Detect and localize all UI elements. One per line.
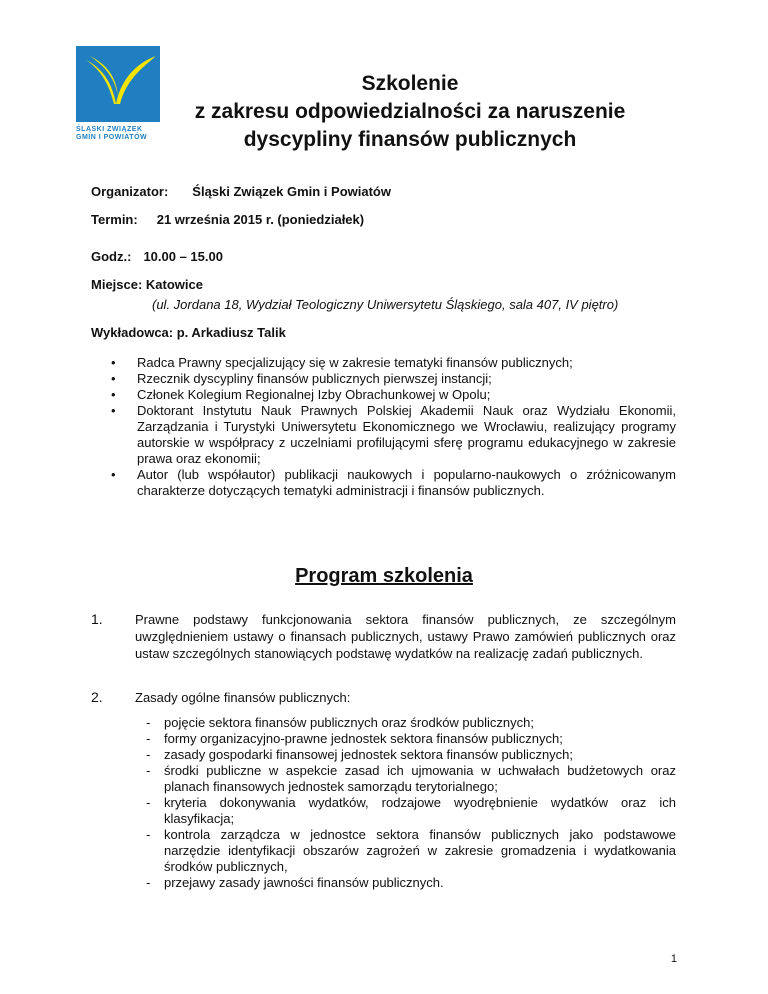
list-item: • Członek Kolegium Regionalnej Izby Obrachunkowej w Opolu; <box>111 387 491 402</box>
list-item: - formy organizacyjno-prawne jednostek sektora finansów publicznych; <box>146 731 563 746</box>
program-subitem-list <box>146 715 676 891</box>
organizer-label: Organizator: <box>91 184 169 199</box>
title-line-3: dyscypliny finansów publicznych <box>243 128 577 151</box>
dash-icon: - <box>146 875 151 890</box>
bullet-icon: • <box>111 387 116 402</box>
program-item-2 <box>91 689 676 706</box>
organizer-row <box>91 184 391 199</box>
list-item: • Radca Prawny specjalizujący się w zakresie tematyki finansów publicznych; <box>111 355 573 370</box>
item-text: Zasady ogólne finansów publicznych: <box>135 690 351 705</box>
page-title <box>190 70 630 154</box>
lecturer-row <box>91 325 286 340</box>
logo <box>76 46 160 146</box>
program-title: Program szkolenia <box>295 565 473 587</box>
hours-row <box>91 249 223 264</box>
bullet-icon: • <box>111 403 116 418</box>
date-label: Termin: <box>91 212 138 227</box>
lecturer-label: Wykładowca: p. Arkadiusz Talik <box>91 325 286 340</box>
dash-icon: - <box>146 827 151 842</box>
bullet-icon: • <box>111 467 116 482</box>
bullet-icon: • <box>111 355 116 370</box>
item-number: 1. <box>91 611 103 627</box>
bullet-icon: • <box>111 371 116 386</box>
dash-icon: - <box>146 731 151 746</box>
hours-value: 10.00 – 15.00 <box>143 249 223 264</box>
title-line-2: z zakresu odpowiedzialności za naruszenie <box>194 100 626 123</box>
item-text: Prawne podstawy funkcjonowania sektora finansów publicznych, ze szczególnym uwzględnieniem ustawy o finansach publicznych, ustawy Prawo zamówień publicznych oraz ustaw szczególnych stanowiących podstawę wydatków na realizację zadań publicznych. <box>135 612 676 661</box>
logo-line-2: GMIN I POWIATÓW <box>76 134 148 141</box>
list-item: • Doktorant Instytutu Nauk Prawnych Polskiej Akademii Nauk oraz Wydziału Ekonomii, Zarządzania i Turystyki Uniwersytetu Ekonomicznego we Wrocławiu, realizujący programy autorskie w współpracy z uczelniami profilującymi sferę programu edukacyjnego w zakresie prawa oraz ekonomii; <box>111 403 676 466</box>
bird-icon <box>76 46 160 122</box>
list-item: • Rzecznik dyscypliny finansów publicznych pierwszej instancji; <box>111 371 492 386</box>
hours-label: Godz.: <box>91 249 132 264</box>
dash-icon: - <box>146 763 151 778</box>
list-item: - środki publiczne w aspekcie zasad ich ujmowania w uchwałach budżetowych oraz planach finansowych jednostek samorządu terytorialnego; <box>146 763 676 794</box>
organizer-value: Śląski Związek Gmin i Powiatów <box>192 184 391 199</box>
list-item: • Autor (lub współautor) publikacji naukowych i popularno-naukowych o zróżnicowanym charakterze dotyczących tematyki administracji i finansów publicznych. <box>111 467 676 498</box>
logo-caption <box>76 126 176 142</box>
list-item: - pojęcie sektora finansów publicznych oraz środków publicznych; <box>146 715 534 730</box>
logo-emblem <box>76 46 160 122</box>
list-item: - kontrola zarządcza w jednostce sektora finansów publicznych jako podstawowe narzędzie identyfikacji obszarów zagrożeń w zakresie gromadzenia i wydatkowania środków publicznych, <box>146 827 676 874</box>
dash-icon: - <box>146 747 151 762</box>
program-item-1 <box>91 611 676 662</box>
list-item: - przejawy zasady jawności finansów publicznych. <box>146 875 444 890</box>
title-line-1: Szkolenie <box>361 72 459 95</box>
item-number: 2. <box>91 689 103 705</box>
list-item: - zasady gospodarki finansowej jednostek sektora finansów publicznych; <box>146 747 574 762</box>
dash-icon: - <box>146 715 151 730</box>
place-label: Miejsce: Katowice <box>91 277 203 292</box>
logo-line-1: ŚLĄSKI ZWIĄZEK <box>76 126 143 133</box>
dash-icon: - <box>146 795 151 810</box>
page-number: 1 <box>670 953 677 965</box>
list-item: - kryteria dokonywania wydatków, rodzajowe wyodrębnienie wydatków oraz ich klasyfikacja; <box>146 795 676 826</box>
lecturer-bio-list <box>91 355 676 499</box>
place-detail: (ul. Jordana 18, Wydział Teologiczny Uniwersytetu Śląskiego, sala 407, IV piętro) <box>152 297 619 312</box>
date-value: 21 września 2015 r. (poniedziałek) <box>156 212 365 227</box>
place-row <box>91 277 203 292</box>
date-row <box>91 212 364 227</box>
